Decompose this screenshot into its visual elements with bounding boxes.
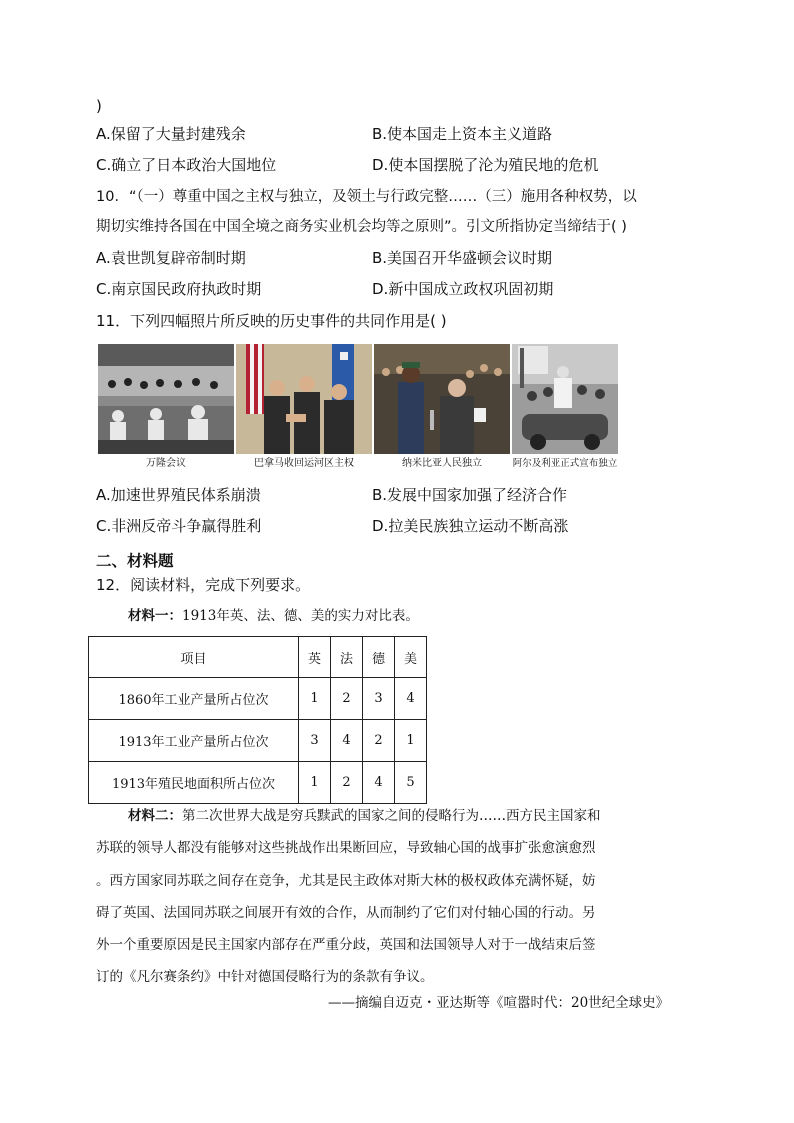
photo-bandung-conference: [98, 344, 234, 454]
material-2-source: ——摘编自迈克・亚达斯等《喧嚣时代：20世纪全球史》: [328, 995, 670, 1011]
q10-stem-line2: 期切实维持各国在中国全境之商务实业机会均等之原则”。引文所指协定当缔结于( ): [96, 219, 627, 235]
photo-namibia-independence: [374, 344, 510, 454]
q10-stem-line1: 10．“（一）尊重中国之主权与独立，及领土与行政完整……（三）施用各种权势，以: [96, 189, 637, 205]
caption-namibia: 纳米比亚人民独立: [402, 458, 482, 469]
table-row: [89, 762, 427, 804]
q10-option-d[interactable]: D.新中国成立政权巩固初期: [372, 280, 554, 298]
table-header-usa: 美: [395, 637, 427, 678]
table-row: [89, 678, 427, 720]
material-1-text: 1913年英、法、德、美的实力对比表。: [182, 608, 419, 624]
table-row-label: 1913年工业产量所占位次: [89, 720, 299, 762]
caption-bandung: 万隆会议: [146, 458, 186, 469]
q9-closing-paren: ): [96, 97, 102, 115]
q11-option-d[interactable]: D.拉美民族独立运动不断高涨: [372, 517, 569, 535]
material-1: [128, 606, 419, 626]
table-cell: 2: [331, 762, 363, 804]
photo-panama-canal: [236, 344, 372, 454]
q10-option-b[interactable]: B.美国召开华盛顿会议时期: [372, 249, 553, 267]
table-cell: 1: [299, 678, 331, 720]
table-row-label: 1860年工业产量所占位次: [89, 678, 299, 720]
table-header-britain: 英: [299, 637, 331, 678]
table-cell: 1: [395, 720, 427, 762]
table-header-item: 项目: [89, 637, 299, 678]
table-header-germany: 德: [363, 637, 395, 678]
table-cell: 3: [299, 720, 331, 762]
q9-option-d[interactable]: D.使本国摆脱了沦为殖民地的危机: [372, 156, 599, 174]
table-cell: 2: [363, 720, 395, 762]
material-2-line-1: [128, 806, 601, 826]
q10-option-c[interactable]: C.南京国民政府执政时期: [96, 280, 262, 298]
table-cell: 4: [395, 678, 427, 720]
strength-comparison-table: [88, 636, 427, 804]
table-cell: 4: [363, 762, 395, 804]
q11-option-c[interactable]: C.非洲反帝斗争赢得胜利: [96, 517, 262, 535]
table-cell: 4: [331, 720, 363, 762]
material-2-line-5: 外一个重要原因是民主国家内部存在严重分歧，英国和法国领导人对于一战结束后签: [96, 937, 596, 953]
material-1-label: 材料一：: [128, 608, 182, 624]
material-2-line-6: 订的《凡尔赛条约》中针对德国侵略行为的条款有争议。: [96, 969, 434, 985]
material-2-line-3: 。西方国家同苏联之间存在竞争，尤其是民主政体对斯大林的极权政体充满怀疑，妨: [96, 873, 596, 889]
section-heading: 二、材料题: [96, 552, 174, 570]
q11-option-b[interactable]: B.发展中国家加强了经济合作: [372, 486, 568, 504]
table-header-row: [89, 637, 427, 678]
caption-panama: 巴拿马收回运河区主权: [254, 458, 354, 469]
material-2-label: 材料二：: [128, 808, 182, 824]
material-2-line-2: 苏联的领导人都没有能够对这些挑战作出果断回应，导致轴心国的战事扩张愈演愈烈: [96, 840, 596, 856]
q11-option-a[interactable]: A.加速世界殖民体系崩溃: [96, 486, 261, 504]
q9-option-b[interactable]: B.使本国走上资本主义道路: [372, 125, 553, 143]
photo-algeria-independence: [512, 344, 618, 454]
table-cell: 2: [331, 678, 363, 720]
q12-stem: 12．阅读材料，完成下列要求。: [96, 576, 311, 594]
caption-algeria: 阿尔及利亚正式宣布独立: [512, 458, 618, 469]
q9-option-a[interactable]: A.保留了大量封建残余: [96, 125, 246, 143]
table-header-france: 法: [331, 637, 363, 678]
table-cell: 1: [299, 762, 331, 804]
material-2-line-4: 碍了英国、法国同苏联之间展开有效的合作，从而制约了它们对付轴心国的行动。另: [96, 905, 596, 921]
q11-photo-strip: [98, 344, 620, 472]
table-cell: 3: [363, 678, 395, 720]
q10-option-a[interactable]: A.袁世凯复辟帝制时期: [96, 249, 246, 267]
q9-option-c[interactable]: C.确立了日本政治大国地位: [96, 156, 277, 174]
table-row-label: 1913年殖民地面积所占位次: [89, 762, 299, 804]
material-2-text: 第二次世界大战是穷兵黩武的国家之间的侵略行为……西方民主国家和: [182, 808, 601, 824]
q11-stem: 11．下列四幅照片所反映的历史事件的共同作用是( ): [96, 312, 447, 330]
table-row: [89, 720, 427, 762]
table-cell: 5: [395, 762, 427, 804]
